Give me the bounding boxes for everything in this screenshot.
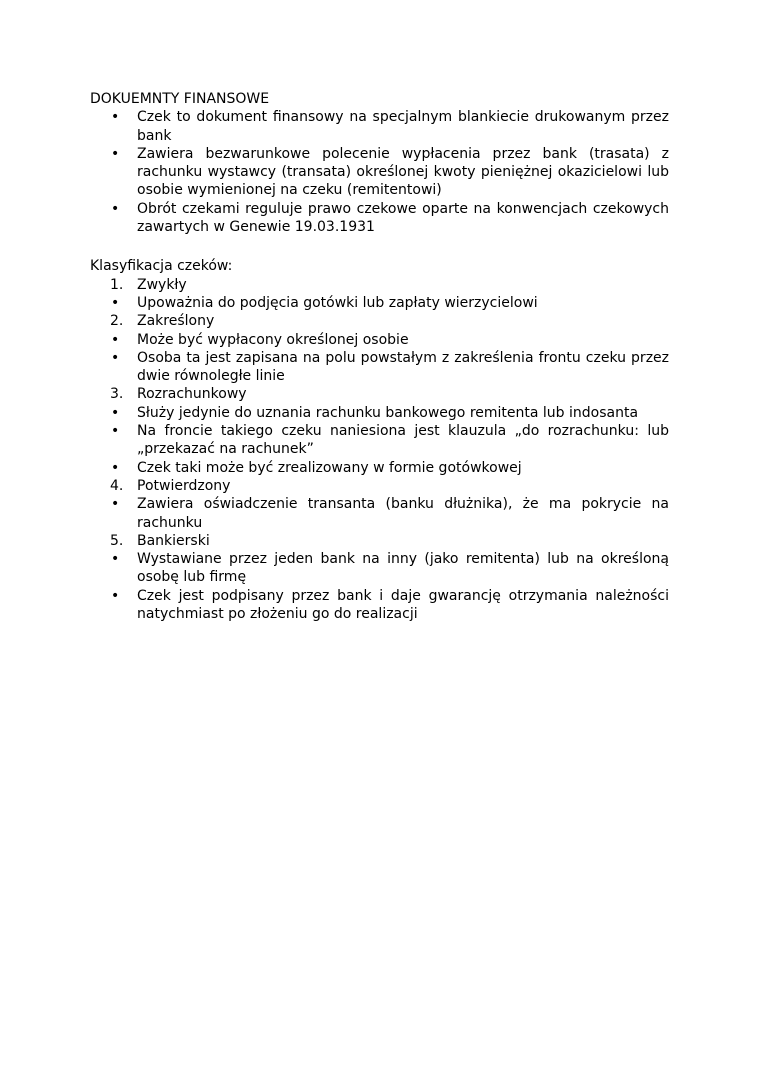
list-item-text: Wystawiane przez jeden bank na inny (jako remitenta) lub na określoną osobę lub firmę (137, 551, 669, 586)
list-marker: • (111, 587, 120, 604)
list-item-text: Czek jest podpisany przez bank i daje gwarancję otrzymania należności natychmiast po złożeniu go do realizacji (137, 587, 669, 623)
list-item-text: Może być wypłacony określonej osobie (137, 331, 409, 348)
list-item (90, 495, 669, 532)
document-page (90, 90, 669, 623)
list-item (90, 477, 669, 495)
list-marker: • (111, 423, 120, 440)
list-marker: 3. (110, 386, 124, 403)
list-item (90, 587, 669, 624)
list-item-text: Zakreślony (137, 313, 215, 330)
list-marker: 2. (110, 313, 124, 330)
list-item-text: Potwierdzony (137, 477, 231, 494)
list-item-text: Osoba ta jest zapisana na polu powstałym z zakreślenia frontu czeku przez dwie równoległe linie (137, 349, 669, 385)
list-marker: 4. (110, 477, 124, 494)
list-item-text: Zwykły (137, 276, 187, 293)
list-item (90, 385, 669, 403)
list-item (90, 200, 669, 237)
paragraph-gap (90, 236, 669, 257)
list-item-text: Upoważnia do podjęcia gotówki lub zapłaty wierzycielowi (137, 294, 538, 311)
list-item-text: Czek taki może być zrealizowany w formie gotówkowej (137, 459, 522, 476)
bullet-icon: • (111, 145, 120, 162)
list-marker: • (111, 551, 120, 568)
bullet-icon: • (111, 200, 120, 217)
list-item (90, 349, 669, 386)
list-item (90, 404, 669, 422)
list-item-text: Służy jedynie do uznania rachunku bankowego remitenta lub indosanta (137, 404, 639, 421)
list-marker: • (111, 404, 120, 421)
list-item (90, 145, 669, 200)
list-item-text: Obrót czekami reguluje prawo czekowe oparte na konwencjach czekowych zawartych w Genewie 19.03.1931 (137, 200, 669, 236)
list-marker: • (111, 496, 120, 513)
intro-list (90, 108, 669, 236)
list-item (90, 312, 669, 330)
list-item (90, 108, 669, 145)
list-item (90, 276, 669, 294)
list-item-text: Rozrachunkowy (137, 386, 247, 403)
list-item-text: Zawiera bezwarunkowe polecenie wypłacenia przez bank (trasata) z rachunku wystawcy (transata) określonej kwoty pieniężnej okazicielowi lub osobie wymienionej na czeku (remitentowi) (137, 145, 669, 199)
list-marker: • (111, 349, 120, 366)
list-marker: • (111, 459, 120, 476)
list-marker: • (111, 294, 120, 311)
classification-list (90, 276, 669, 624)
list-item-text: Bankierski (137, 532, 210, 549)
document-title: DOKUEMNTY FINANSOWE (90, 91, 270, 107)
list-item-text: Zawiera oświadczenie transanta (banku dłużnika), że ma pokrycie na rachunku (137, 496, 669, 531)
list-item (90, 550, 669, 587)
list-item (90, 294, 669, 312)
list-item (90, 331, 669, 349)
list-marker: 1. (110, 276, 124, 293)
list-item (90, 422, 669, 459)
classification-heading: Klasyfikacja czeków: (90, 258, 233, 275)
list-marker: 5. (110, 532, 124, 549)
list-item-text: Czek to dokument finansowy na specjalnym blankiecie drukowanym przez bank (137, 109, 669, 144)
list-item (90, 459, 669, 477)
list-item (90, 532, 669, 550)
list-item-text: Na froncie takiego czeku naniesiona jest klauzula „do rozrachunku: lub „przekazać na rachunek” (137, 423, 669, 458)
list-marker: • (111, 331, 120, 348)
bullet-icon: • (111, 109, 120, 126)
